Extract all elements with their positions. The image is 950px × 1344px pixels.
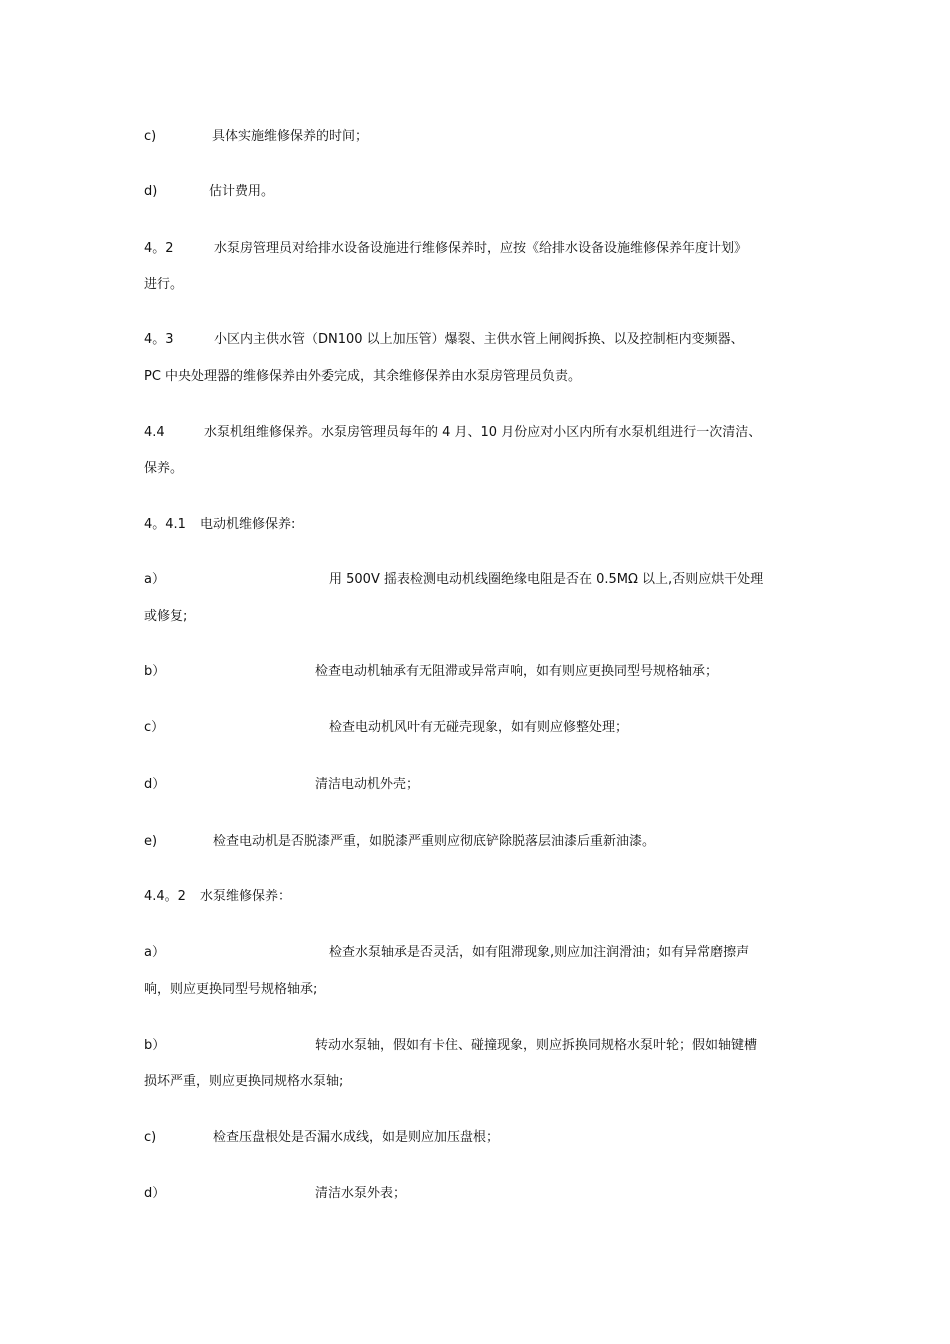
section-number: 4。3 bbox=[144, 332, 174, 347]
section-text: 小区内主供水管（DN100 以上加压管）爆裂、主供水管上闸阀拆换、以及控制柜内变频器、 bbox=[214, 332, 744, 347]
section-text-continued: PC 中央处理器的维修保养由外委完成，其余维修保养由水泵房管理员负责。 bbox=[144, 369, 582, 384]
section-text: 水泵房管理员对给排水设备设施进行维修保养时，应按《给排水设备设施维修保养年度计划》 bbox=[214, 241, 748, 256]
item-marker: b） bbox=[144, 1038, 166, 1053]
item-text: 清洁水泵外表； bbox=[315, 1186, 407, 1201]
item-text: 具体实施维修保养的时间； bbox=[212, 129, 369, 144]
item-text: 用 500V 摇表检测电动机线圈绝缘电阻是否在 0.5MΩ 以上,否则应烘干处理 bbox=[329, 572, 764, 587]
section-text: 水泵机组维修保养。水泵房管理员每年的 4 月、10 月份应对小区内所有水泵机组进行一次清洁、 bbox=[204, 425, 762, 440]
item-text: 检查电动机是否脱漆严重，如脱漆严重则应彻底铲除脱落层油漆后重新油漆。 bbox=[213, 834, 656, 849]
item-marker: c） bbox=[144, 720, 165, 735]
item-text: 转动水泵轴，假如有卡住、碰撞现象，则应拆换同规格水泵叶轮；假如轴键槽 bbox=[315, 1038, 758, 1053]
subsection-title: 水泵维修保养： bbox=[200, 889, 292, 904]
item-marker: b） bbox=[144, 664, 166, 679]
item-marker: d） bbox=[144, 777, 166, 792]
item-marker: c) bbox=[144, 1130, 157, 1145]
item-marker: c) bbox=[144, 129, 157, 144]
item-text: 检查电动机风叶有无碰壳现象，如有则应修整处理； bbox=[329, 720, 629, 735]
item-text: 估计费用。 bbox=[209, 184, 275, 199]
item-marker: d） bbox=[144, 1186, 166, 1201]
item-marker: a） bbox=[144, 945, 165, 960]
item-text-continued: 损坏严重，则应更换同规格水泵轴; bbox=[144, 1074, 344, 1089]
subsection-number: 4。4.1 bbox=[144, 517, 186, 532]
item-marker: d) bbox=[144, 184, 158, 199]
subsection-number: 4.4。2 bbox=[144, 889, 186, 904]
item-marker: e) bbox=[144, 834, 158, 849]
item-text: 检查电动机轴承有无阻滞或异常声响，如有则应更换同型号规格轴承； bbox=[315, 664, 719, 679]
item-marker: a） bbox=[144, 572, 165, 587]
item-text: 检查水泵轴承是否灵活，如有阻滞现象,则应加注润滑油；如有异常磨擦声 bbox=[329, 945, 750, 960]
item-text-continued: 或修复; bbox=[144, 609, 188, 624]
section-text-continued: 保养。 bbox=[144, 461, 184, 476]
item-text: 检查压盘根处是否漏水成线，如是则应加压盘根； bbox=[213, 1130, 500, 1145]
section-number: 4.4 bbox=[144, 425, 165, 440]
item-text: 清洁电动机外壳； bbox=[315, 777, 420, 792]
section-number: 4。2 bbox=[144, 241, 174, 256]
section-text-continued: 进行。 bbox=[144, 277, 184, 292]
item-text-continued: 响，则应更换同型号规格轴承; bbox=[144, 982, 318, 997]
subsection-title: 电动机维修保养: bbox=[200, 517, 296, 532]
